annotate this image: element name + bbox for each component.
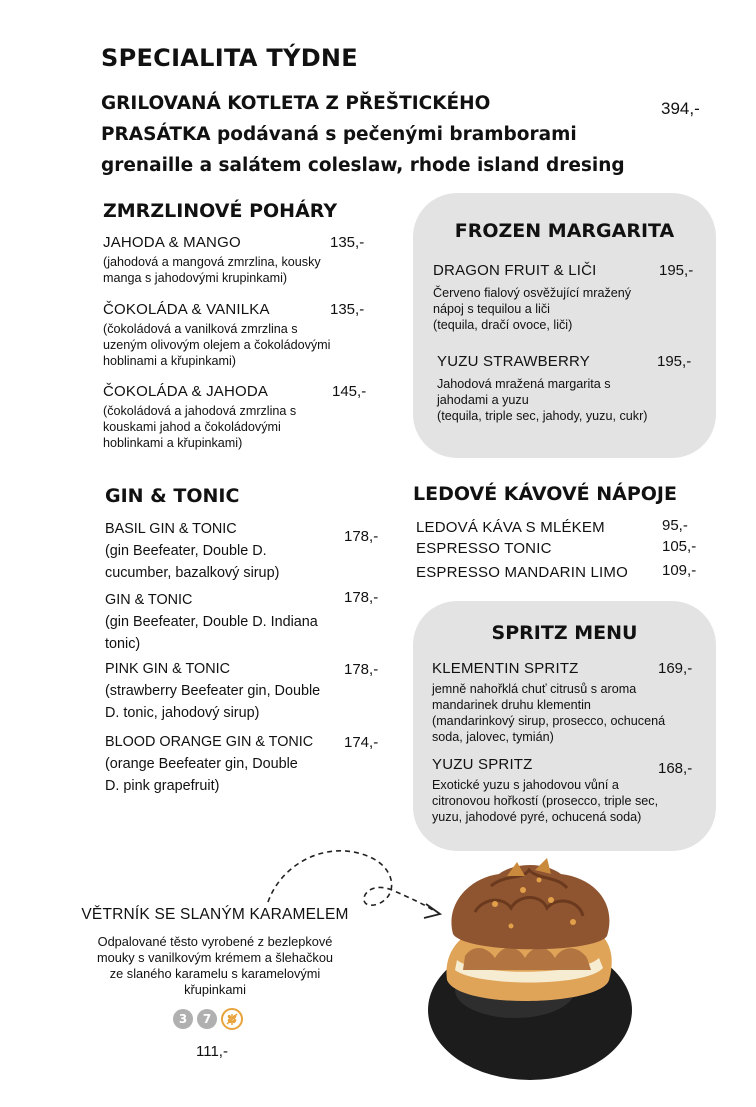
list-item: LEDOVÁ KÁVA S MLÉKEM 95,- [416, 517, 688, 536]
dessert-illustration [395, 840, 665, 1098]
list-item: BLOOD ORANGE GIN & TONIC (orange Beefeater gin, Double D. pink grapefruit) [105, 734, 314, 794]
gin-title: GIN & TONIC [105, 485, 240, 507]
special-title: SPECIALITA TÝDNE [101, 44, 358, 72]
gin-price: 178,- [344, 528, 379, 545]
list-item: ČOKOLÁDA & JAHODA 145,- (čokoládová a jahodová zmrzlina s kouskami jahod a čokoládovými hoblinkami a křupinkami) [103, 383, 367, 450]
wheat-icon [221, 1008, 243, 1030]
list-item: JAHODA & MANGO 135,- (jahodová a mangová zmrzlina, kousky manga s jahodovými krupinkami) [103, 234, 365, 285]
special-line-2: PRASÁTKA podávaná s pečenými bramborami [101, 124, 577, 145]
special-line-3: grenaille a salátem coleslaw, rhode island dresing [101, 155, 625, 176]
frozen-title: FROZEN MARGARITA [454, 220, 675, 242]
list-item: ESPRESSO TONIC 105,- [416, 538, 697, 557]
dessert-block [60, 906, 370, 998]
list-item: YUZU STRAWBERRY 195,- Jahodová mražená margarita s jahodami a yuzu (tequila, triple sec, jahody, yuzu, cukr) [437, 353, 692, 423]
dessert-description: Odpalované těsto vyrobené z bezlepkové mouky s vanilkovým krémem a šlehačkou ze slaného karamelu s karamelovými křupinkami [96, 934, 334, 997]
gin-price: 178,- [344, 589, 379, 606]
special-line-1: GRILOVANÁ KOTLETA Z PŘEŠTICKÉHO [101, 93, 491, 114]
iced-coffee-title: LEDOVÉ KÁVOVÉ NÁPOJE [413, 483, 677, 505]
list-item: KLEMENTIN SPRITZ 169,- jemně nahořklá chuť citrusů s aroma mandarinek druhu klementin (mandarinkový sirup, prosecco, ochucená soda, jalovec, tymián) [432, 660, 693, 744]
list-item: ČOKOLÁDA & VANILKA 135,- (čokoládová a vanilková zmrzlina s uzeným olivovým olejem a čokoládovými hoblinami a křupinkami) [103, 301, 365, 368]
gin-price: 178,- [344, 661, 379, 678]
allergen-badge: 3 [173, 1009, 193, 1029]
dessert-title: VĚTRNÍK SE SLANÝM KARAMELEM [81, 906, 349, 923]
list-item: BASIL GIN & TONIC (gin Beefeater, Double D. cucumber, bazalkový sirup) [105, 521, 280, 581]
list-item: GIN & TONIC (gin Beefeater, Double D. Indiana tonic) [105, 592, 318, 652]
special-price: 394,- [661, 99, 700, 118]
dessert-price: 111,- [196, 1043, 228, 1060]
gin-price: 174,- [344, 734, 379, 751]
list-item: PINK GIN & TONIC (strawberry Beefeater gin, Double D. tonic, jahodový sirup) [105, 661, 321, 721]
allergen-badges [173, 1008, 243, 1030]
spritz-title: SPRITZ MENU [491, 622, 638, 644]
allergen-badge: 7 [197, 1009, 217, 1029]
list-item: YUZU SPRITZ 168,- Exotické yuzu s jahodovou vůní a citronovou hořkostí (prosecco, triple sec, yuzu, jahodové pyré, ochucená soda) [432, 756, 693, 824]
list-item: ESPRESSO MANDARIN LIMO 109,- [416, 562, 697, 581]
ice-cream-title: ZMRZLINOVÉ POHÁRY [103, 200, 338, 222]
list-item: DRAGON FRUIT & LIČI 195,- Červeno fialový osvěžující mražený nápoj s tequilou a liči (tequila, dračí ovoce, liči) [433, 262, 694, 332]
